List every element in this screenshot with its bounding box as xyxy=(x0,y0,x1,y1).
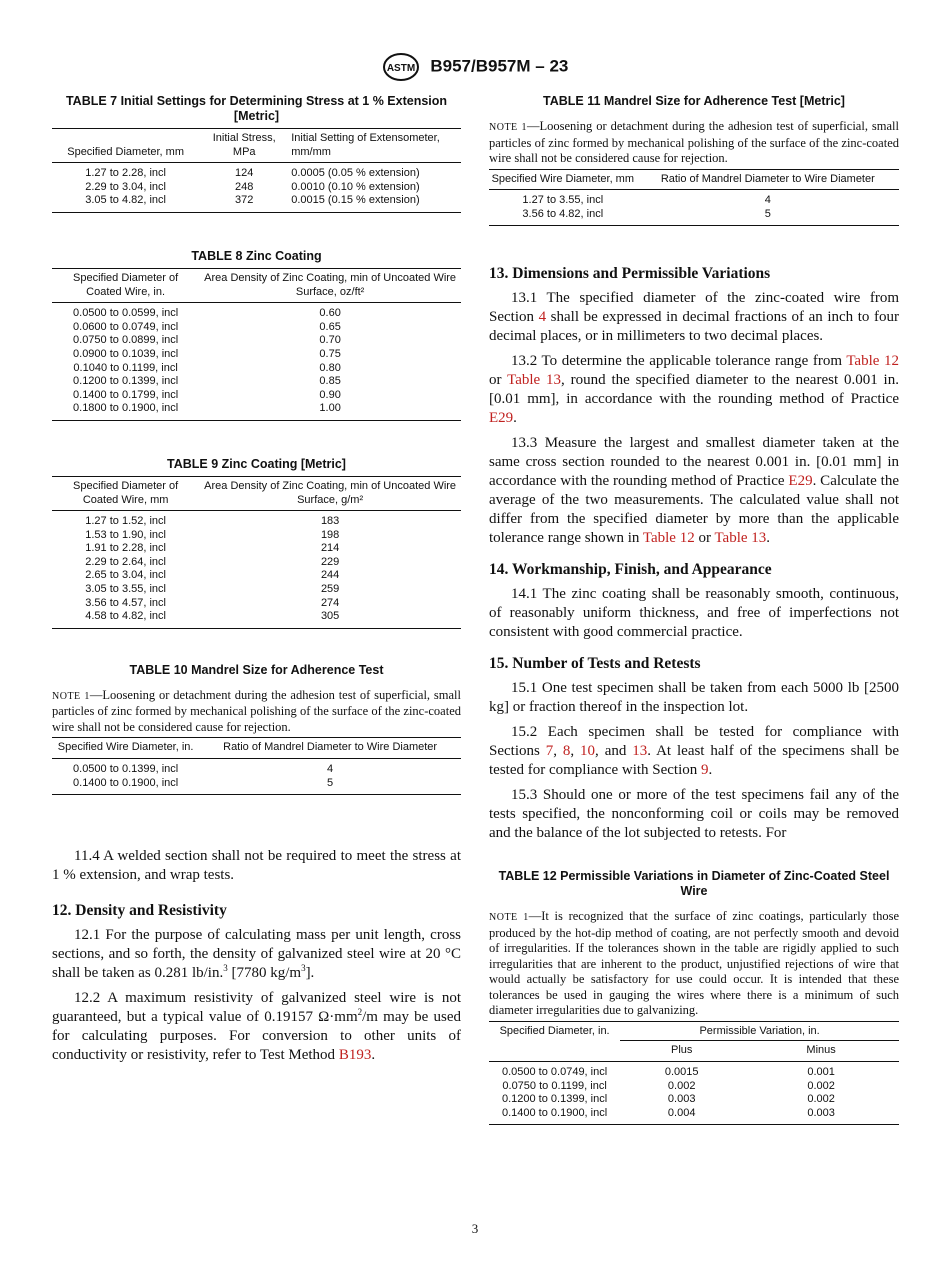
text-run: 12.2 A maximum resistivity of galvanized steel wire is not guaranteed, but a typical value of 0.19157 Ω·mm xyxy=(52,990,461,1026)
table-cell: 0.003 xyxy=(743,1107,899,1125)
table-header: Specified Diameter of Coated Wire, mm xyxy=(52,476,199,510)
note-text: —It is recognized that the surface of zinc coatings, particularly those produced by the hot-dip method of coating, are not perfectly smooth and devoid of irregularities. If the tolerances shown in the table are rigidly applied to such irregularities that are inherent to the product, unjustified rejections of wire that would actually be satisfactory for use could occur. It is intended that these tolerances be used in gauging the wires where there is a minimum of such diameter irregularities due to galvanizing. xyxy=(489,909,899,1018)
table-row xyxy=(52,303,461,321)
table-cell: 0.1400 to 0.1900, incl xyxy=(489,1107,620,1125)
table-cell: 0.003 xyxy=(667,1093,696,1106)
table-cell: 0.0750 to 0.0899, incl xyxy=(73,334,179,347)
paragraph-13-2 xyxy=(489,352,899,428)
table-cell: 305 xyxy=(199,610,461,628)
table-cell: 0.001 xyxy=(807,1065,835,1078)
link-section-10[interactable]: 10 xyxy=(580,743,596,760)
table-cell: 0.1800 to 0.1900, incl xyxy=(52,402,199,420)
link-e29[interactable]: E29 xyxy=(489,410,514,427)
table-row xyxy=(52,610,461,628)
text-run: 13.2 To determine the applicable tolerance range from xyxy=(511,353,847,370)
table-row xyxy=(52,529,461,543)
right-column xyxy=(489,94,899,1125)
table-7-grid xyxy=(52,128,461,213)
note-text: —Loosening or detachment during the adhesion test of superficial, small particles of zinc formed by mechanical polishing of the surface of the zinc-coated wire shall not be considered cause for rejection. xyxy=(52,687,461,734)
table-row xyxy=(52,194,461,212)
text-run: or xyxy=(489,372,508,389)
table-row xyxy=(52,777,461,795)
text-run: . xyxy=(708,762,713,779)
table-cell: 3.56 to 4.57, incl xyxy=(85,596,166,609)
table-cell: 2.29 to 3.04, incl xyxy=(85,180,166,193)
text-run: , and xyxy=(595,743,633,760)
table-12-title: TABLE 12 Permissible Variations in Diameter of Zinc-Coated Steel Wire xyxy=(498,869,890,899)
table-cell: 0.80 xyxy=(319,361,341,374)
section-15-heading: 15. Number of Tests and Retests xyxy=(489,655,701,673)
table-cell: 0.0750 to 0.1199, incl xyxy=(502,1079,607,1092)
link-e29[interactable]: E29 xyxy=(788,473,813,490)
table-cell: 0.002 xyxy=(667,1079,696,1092)
paragraph-11-4: 11.4 A welded section shall not be required to meet the stress at 1 % extension, and wrap tests. xyxy=(52,848,461,884)
table-11-note xyxy=(489,119,899,167)
text-run: . xyxy=(766,530,771,547)
table-row xyxy=(489,1093,899,1107)
link-section-13[interactable]: 13 xyxy=(632,743,648,760)
table-11-title: TABLE 11 Mandrel Size for Adherence Test [Metric] xyxy=(543,94,845,108)
table-cell: 229 xyxy=(320,555,340,568)
table-cell: 5 xyxy=(637,208,899,226)
table-8-grid xyxy=(52,268,461,421)
table-12 xyxy=(489,869,899,1125)
table-cell: 0.004 xyxy=(620,1107,743,1125)
table-cell: 1.53 to 1.90, incl xyxy=(85,528,166,541)
table-header: Area Density of Zinc Coating, min of Uncoated Wire Surface, g/m² xyxy=(199,476,461,510)
table-row xyxy=(52,542,461,556)
section-12-heading: 12. Density and Resistivity xyxy=(52,902,227,920)
table-cell: 1.91 to 2.28, incl xyxy=(85,542,166,555)
link-b193[interactable]: B193 xyxy=(338,1047,372,1064)
table-header: Plus xyxy=(620,1041,743,1062)
table-row xyxy=(489,1107,899,1125)
table-11-grid xyxy=(489,169,899,227)
table-8 xyxy=(52,249,461,421)
text-run: . Calculate the average of the two measurements. The calculated value shall not differ from the specified diameter by more than the applicable tolerance range shown in xyxy=(489,473,900,547)
table-9 xyxy=(52,457,461,629)
table-cell: 0.60 xyxy=(319,307,341,320)
table-row xyxy=(52,556,461,570)
table-row xyxy=(52,163,461,181)
table-cell: 0.90 xyxy=(319,388,341,401)
table-cell: 0.0015 (0.15 % extension) xyxy=(289,194,461,212)
table-row xyxy=(52,402,461,420)
left-column xyxy=(52,94,461,1065)
text-run: 12.1 For the purpose of calculating mass per unit length, cross sections, and so forth, the density of galvanized steel wire at 20 °C shall be taken as 0.281 lb/in. xyxy=(52,927,461,982)
link-table-13[interactable]: Table 13 xyxy=(714,530,767,547)
table-cell: 0.0500 to 0.1399, incl xyxy=(73,762,179,775)
table-row xyxy=(52,375,461,389)
text-run: [7780 kg/m xyxy=(227,965,302,982)
table-cell: 1.27 to 2.28, incl xyxy=(85,167,166,180)
table-12-note xyxy=(489,909,899,1019)
table-cell: 4 xyxy=(764,194,771,207)
table-cell: 2.29 to 2.64, incl xyxy=(85,555,166,568)
table-cell: 2.65 to 3.04, incl xyxy=(85,569,166,582)
table-header: Minus xyxy=(743,1041,899,1062)
table-header: Specified Diameter, mm xyxy=(52,129,199,163)
table-cell: 3.56 to 4.82, incl xyxy=(489,208,637,226)
table-cell: 3.05 to 4.82, incl xyxy=(52,194,199,212)
table-row xyxy=(52,597,461,611)
table-7-title: TABLE 7 Initial Settings for Determining Stress at 1 % Extension [Metric] xyxy=(65,94,448,123)
table-cell: 0.002 xyxy=(807,1079,835,1092)
link-section-8[interactable]: 8 xyxy=(562,743,571,760)
table-cell: 5 xyxy=(199,777,461,795)
paragraph-15-2 xyxy=(489,723,899,780)
table-header: Initial Setting of Extensometer, mm/mm xyxy=(289,129,461,163)
text-run: ]. xyxy=(305,965,315,982)
table-row xyxy=(52,758,461,776)
paragraph-12-1 xyxy=(52,926,461,983)
table-12-grid xyxy=(489,1021,899,1126)
table-header: Specified Diameter, in. xyxy=(489,1021,620,1061)
link-section-4[interactable]: 4 xyxy=(538,309,547,326)
table-cell: 198 xyxy=(320,528,340,541)
text-run: /m may be used for calculating purposes. For conversion to other units of conductivity or resistivity, refer to Test Method xyxy=(52,1009,461,1064)
page-header xyxy=(0,52,950,82)
table-cell: 0.70 xyxy=(319,334,341,347)
link-table-13[interactable]: Table 13 xyxy=(507,372,562,389)
table-7 xyxy=(52,94,461,213)
table-cell: 1.27 to 3.55, incl xyxy=(522,194,604,207)
text-run: , round the specified diameter to the nearest 0.001 in. [0.01 mm], in accordance with the rounding method of Practice xyxy=(489,372,899,408)
page-number: 3 xyxy=(471,1221,479,1236)
text-run: 3 xyxy=(301,963,306,974)
table-row xyxy=(52,389,461,403)
table-header: Area Density of Zinc Coating, min of Uncoated Wire Surface, oz/ft² xyxy=(199,268,461,302)
text-run: or xyxy=(694,530,715,547)
table-8-title: TABLE 8 Zinc Coating xyxy=(191,248,322,263)
paragraph-12-2 xyxy=(52,989,461,1065)
table-cell: 274 xyxy=(320,596,340,609)
table-cell: 0.65 xyxy=(319,320,341,333)
table-row xyxy=(52,569,461,583)
table-9-grid xyxy=(52,476,461,629)
table-cell: 1.00 xyxy=(199,402,461,420)
table-row xyxy=(52,511,461,529)
paragraph-15-3: 15.3 Should one or more of the test specimens fail any of the tests specified, the nonconforming coil or coils may be removed and the balance of the lot subjected to retests. For xyxy=(489,787,899,842)
table-cell: 214 xyxy=(320,542,340,555)
table-cell: 0.1200 to 0.1399, incl xyxy=(73,375,179,388)
text-run: . At least half of the specimens shall be tested for compliance with Section xyxy=(489,743,899,779)
table-cell: 3.05 to 3.55, incl xyxy=(85,583,166,596)
table-cell: 0.0600 to 0.0749, incl xyxy=(73,320,179,333)
text-run: 2 xyxy=(357,1007,363,1018)
table-header: Specified Wire Diameter, in. xyxy=(52,738,199,759)
table-row xyxy=(489,208,899,226)
section-14-heading: 14. Workmanship, Finish, and Appearance xyxy=(489,561,772,579)
table-10-grid xyxy=(52,737,461,795)
table-row xyxy=(489,190,899,208)
link-section-9[interactable]: 9 xyxy=(701,762,709,779)
table-10-note xyxy=(52,688,461,736)
text-run: shall be expressed in decimal fractions of an inch to four decimal places, or in millimeters to two decimal places. xyxy=(489,309,899,345)
designation: B957/B957M – 23 xyxy=(430,56,569,76)
table-header: Specified Diameter of Coated Wire, in. xyxy=(52,268,199,302)
astm-logo xyxy=(382,52,420,82)
note-label: NOTE 1 xyxy=(489,912,529,924)
table-cell: 244 xyxy=(320,569,340,582)
text-run: , xyxy=(570,743,581,760)
table-cell: 0.0900 to 0.1039, incl xyxy=(73,347,179,360)
paragraph-13-3 xyxy=(489,434,899,548)
table-header: Ratio of Mandrel Diameter to Wire Diameter xyxy=(199,738,461,759)
table-cell: 259 xyxy=(320,583,340,596)
paragraph-14-1: 14.1 The zinc coating shall be reasonably smooth, continuous, of reasonably uniform thickness, and free of imperfections not consistent with good commercial practice. xyxy=(489,586,899,641)
table-cell: 4.58 to 4.82, incl xyxy=(52,610,199,628)
paragraph-15-1: 15.1 One test specimen shall be taken from each 5000 lb [2500 kg] or fraction thereof in the inspection lot. xyxy=(489,680,899,716)
table-11 xyxy=(489,94,899,226)
table-cell: 0.75 xyxy=(319,347,341,360)
text-run: 15.2 Each specimen shall be tested for compliance with Sections xyxy=(489,724,899,760)
link-table-12[interactable]: Table 12 xyxy=(846,353,899,370)
text-run: , xyxy=(553,743,563,760)
link-section-7[interactable]: 7 xyxy=(545,743,554,760)
table-row xyxy=(489,1061,899,1079)
section-13-heading: 13. Dimensions and Permissible Variations xyxy=(489,265,771,283)
table-10 xyxy=(52,663,461,795)
table-header: Initial Stress, MPa xyxy=(199,129,289,163)
table-cell: 0.0500 to 0.0599, incl xyxy=(73,307,179,320)
table-row xyxy=(52,334,461,348)
table-row xyxy=(52,321,461,335)
text-run: 13.3 Measure the largest and smallest diameter taken at the same cross section rounded to the nearest 0.001 in. [0.01 mm] in accordance with the rounding method of Practice xyxy=(489,435,899,490)
table-row xyxy=(52,181,461,195)
table-cell: 0.002 xyxy=(807,1093,835,1106)
table-cell: 1.27 to 1.52, incl xyxy=(85,515,166,528)
table-row xyxy=(52,583,461,597)
table-cell: 0.1400 to 0.1900, incl xyxy=(52,777,199,795)
table-cell: 0.1400 to 0.1799, incl xyxy=(73,388,179,401)
text-run: 3 xyxy=(223,963,228,974)
left-body-text xyxy=(52,847,461,1065)
table-cell: 0.85 xyxy=(319,375,341,388)
paragraph-13-1 xyxy=(489,289,899,346)
table-cell: 0.1200 to 0.1399, incl xyxy=(501,1093,608,1106)
note-label: NOTE 1 xyxy=(52,690,90,702)
table-cell: 0.0010 (0.10 % extension) xyxy=(291,180,420,193)
table-cell: 248 xyxy=(235,180,254,193)
table-cell: 183 xyxy=(320,515,340,528)
link-table-12[interactable]: Table 12 xyxy=(642,530,695,547)
table-row xyxy=(489,1080,899,1094)
table-cell: 124 xyxy=(235,167,254,180)
table-cell: 0.1040 to 0.1199, incl xyxy=(73,361,178,374)
table-header: Ratio of Mandrel Diameter to Wire Diameter xyxy=(637,169,899,190)
note-text: —Loosening or detachment during the adhesion test of superficial, small particles of zinc formed by mechanical polishing of the surface of the zinc-coated wire shall not be considered cause for rejection. xyxy=(489,119,899,165)
text-run: . xyxy=(513,410,517,427)
table-row xyxy=(52,348,461,362)
table-header: Specified Wire Diameter, mm xyxy=(489,169,637,190)
note-label: NOTE 1 xyxy=(489,122,527,133)
table-header-group: Permissible Variation, in. xyxy=(620,1021,899,1041)
table-9-title: TABLE 9 Zinc Coating [Metric] xyxy=(167,456,346,471)
table-cell: 4 xyxy=(327,762,334,775)
table-cell: 0.0500 to 0.0749, incl xyxy=(501,1065,608,1078)
table-row xyxy=(52,362,461,376)
table-10-title: TABLE 10 Mandrel Size for Adherence Test xyxy=(129,662,384,677)
right-body-text xyxy=(489,264,899,843)
table-cell: 372 xyxy=(199,194,289,212)
table-cell: 0.0015 xyxy=(664,1065,699,1078)
logo-text: ASTM xyxy=(386,63,415,74)
text-run: . xyxy=(371,1047,376,1064)
table-cell: 0.0005 (0.05 % extension) xyxy=(291,167,420,180)
text-run: 13.1 The specified diameter of the zinc-coated wire from Section xyxy=(489,290,899,326)
